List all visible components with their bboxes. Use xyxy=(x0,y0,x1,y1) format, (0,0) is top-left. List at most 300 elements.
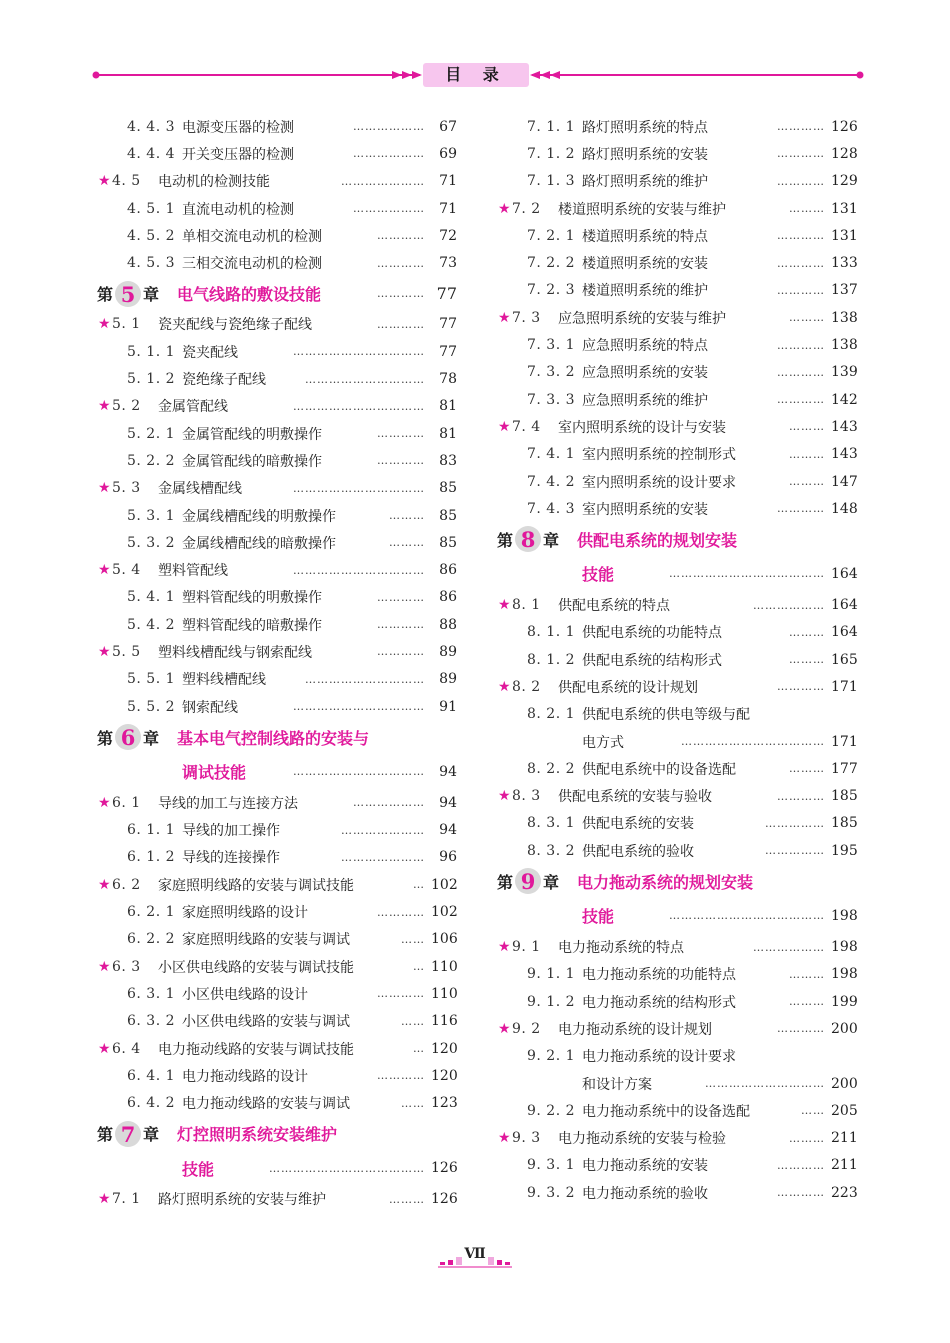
star-icon: ★ xyxy=(98,480,111,497)
toc-section xyxy=(97,1186,457,1213)
leader-dots: ………… xyxy=(777,789,825,803)
toc-subsection xyxy=(97,1090,457,1117)
page-ref: 211 xyxy=(831,1157,858,1174)
toc-subsection xyxy=(97,140,457,167)
chapter-title: 供配电系统的规划安装 xyxy=(577,530,738,550)
page-ref: 143 xyxy=(831,446,858,463)
entry-title: 路灯照明系统的安装 xyxy=(582,146,708,163)
leader-dots: ……… xyxy=(789,1131,825,1145)
toc-section xyxy=(97,953,457,980)
entry-number: 7. 3. 3 xyxy=(527,391,576,408)
toc-subsection xyxy=(97,898,457,925)
entry-number: 5. 5. 1 xyxy=(127,671,176,688)
entry-title: 供配电系统的供电等级与配 xyxy=(582,707,750,724)
entry-title: 路灯照明系统的特点 xyxy=(582,119,708,136)
chapter-title: 技能 xyxy=(582,907,615,927)
toc-subsection xyxy=(97,980,457,1007)
entry-title: 塑料管配线 xyxy=(158,563,228,580)
leader-dots: …………………………… xyxy=(293,563,425,577)
chapter-prefix: 第 xyxy=(97,285,114,305)
entry-number: 6. 1. 1 xyxy=(127,822,176,839)
entry-title: 钢索配线 xyxy=(182,699,238,716)
page-ref: 77 xyxy=(439,316,457,333)
toc-subsection xyxy=(497,113,857,140)
entry-number: 7. 4. 3 xyxy=(527,500,576,517)
page-ref: 142 xyxy=(831,391,858,408)
toc-subsection xyxy=(497,1152,857,1179)
entry-title: 电动机的检测技能 xyxy=(158,174,270,191)
toc-subsection xyxy=(497,701,857,728)
page-ref: 81 xyxy=(439,425,457,442)
leader-dots: ………… xyxy=(377,454,425,468)
toc-subsection xyxy=(497,495,857,522)
leader-dots: ……… xyxy=(789,762,825,776)
entry-title: 瓷夹配线与瓷绝缘子配线 xyxy=(158,317,312,334)
star-icon: ★ xyxy=(98,958,111,975)
chapter-title: 调试技能 xyxy=(182,763,247,783)
page-ref: 139 xyxy=(831,364,858,381)
leader-dots: ………………………… xyxy=(305,672,425,686)
page-ref: 96 xyxy=(439,849,457,866)
entry-number: 8. 2. 1 xyxy=(527,706,576,723)
page-ref: 171 xyxy=(831,678,858,695)
leader-dots: ……………… xyxy=(353,147,425,161)
page-ref: 164 xyxy=(831,597,858,614)
entry-number: 9. 2. 1 xyxy=(527,1048,576,1065)
entry-title: 电力拖动系统的安装与检验 xyxy=(558,1131,726,1148)
entry-number: 5. 2. 2 xyxy=(127,452,176,469)
leader-dots: ………… xyxy=(377,229,425,243)
leader-dots: … xyxy=(413,960,425,974)
entry-title: 应急照明系统的安装 xyxy=(582,365,708,382)
entry-number: 8. 3. 2 xyxy=(527,842,576,859)
chapter-title: 电气线路的敷设技能 xyxy=(177,285,322,305)
toc-subsection xyxy=(97,666,457,693)
toc-section xyxy=(97,168,457,195)
leader-dots: ………… xyxy=(777,680,825,694)
entry-title: 塑料线槽配线与钢索配线 xyxy=(158,644,312,661)
entry-title: 塑料线槽配线 xyxy=(182,672,266,689)
entry-title: 瓷绝缘子配线 xyxy=(182,372,266,389)
entry-number: 6. 2 xyxy=(112,876,141,893)
entry-title: 电力拖动线路的安装与调试 xyxy=(182,1096,350,1113)
chapter-heading-continued xyxy=(497,556,857,591)
entry-title: 瓷夹配线 xyxy=(182,344,238,361)
star-icon: ★ xyxy=(498,788,511,805)
leader-dots: ……… xyxy=(789,202,825,216)
leader-dots: ………… xyxy=(377,256,425,270)
entry-title: 室内照明系统的设计与安装 xyxy=(558,419,726,436)
leader-dots: …………………………… xyxy=(293,700,425,714)
entry-number: 7. 3 xyxy=(512,309,541,326)
chapter-heading xyxy=(97,277,457,311)
chapter-number-badge: 8 xyxy=(515,526,541,552)
entry-title: 应急照明系统的维护 xyxy=(582,392,708,409)
chapter-title: 技能 xyxy=(582,565,615,585)
star-icon: ★ xyxy=(98,1040,111,1057)
star-icon: ★ xyxy=(498,200,511,217)
toc-section xyxy=(497,195,857,222)
leader-dots: ………………………………… xyxy=(669,909,825,923)
entry-number: 5. 3. 2 xyxy=(127,534,176,551)
chapter-suffix: 章 xyxy=(143,285,160,305)
page-ref: 110 xyxy=(431,958,458,975)
leader-dots: ………… xyxy=(377,1069,425,1083)
toc-subsection xyxy=(97,693,457,720)
star-icon: ★ xyxy=(498,678,511,695)
leader-dots: ………………… xyxy=(341,174,425,188)
entry-number: 5. 2 xyxy=(112,398,141,415)
entry-title: 供配电系统中的设备选配 xyxy=(582,761,736,778)
page-ref: 86 xyxy=(439,562,457,579)
toc-section xyxy=(497,1015,857,1042)
toc-section xyxy=(497,1125,857,1152)
page-ref: 185 xyxy=(831,815,858,832)
chapter-suffix: 章 xyxy=(543,530,560,550)
entry-title: 家庭照明线路的安装与调试 xyxy=(182,932,350,949)
page-ref: 138 xyxy=(831,337,858,354)
star-icon: ★ xyxy=(98,316,111,333)
leader-dots: ………… xyxy=(777,147,825,161)
leader-dots: ……………… xyxy=(353,120,425,134)
toc-subsection xyxy=(497,810,857,837)
chapter-heading-continued xyxy=(97,1151,457,1186)
page-ref: 88 xyxy=(439,616,457,633)
entry-number: 5. 5. 2 xyxy=(127,698,176,715)
entry-number: 6. 1. 2 xyxy=(127,849,176,866)
entry-title: 路灯照明系统的维护 xyxy=(582,174,708,191)
entry-title: 金属线槽配线 xyxy=(158,481,242,498)
leader-dots: …………………………… xyxy=(293,765,425,779)
page-ref: 81 xyxy=(439,398,457,415)
leader-dots: ………… xyxy=(777,365,825,379)
entry-number: 8. 1 xyxy=(512,597,541,614)
page-ref: 85 xyxy=(439,534,457,551)
page-ref: 131 xyxy=(831,200,858,217)
page-ref: 148 xyxy=(831,500,858,517)
chapter-prefix: 第 xyxy=(497,530,514,550)
page-ref: 195 xyxy=(831,842,858,859)
page-ref: 147 xyxy=(831,473,858,490)
toc-section xyxy=(497,591,857,618)
entry-number: 9. 2 xyxy=(512,1020,541,1037)
entry-number: 8. 3 xyxy=(512,788,541,805)
entry-title: 电力拖动系统的功能特点 xyxy=(582,967,736,984)
leader-dots: …………… xyxy=(765,816,825,830)
toc-subsection xyxy=(497,619,857,646)
leader-dots: ………… xyxy=(377,317,425,331)
leader-dots: ……… xyxy=(789,420,825,434)
page-ref: 131 xyxy=(831,227,858,244)
entry-number: 4. 5. 3 xyxy=(127,255,176,272)
entry-title: 供配电系统的安装与验收 xyxy=(558,789,712,806)
page-ref: 71 xyxy=(439,200,457,217)
leader-dots: ………… xyxy=(777,338,825,352)
toc-entry-continued xyxy=(497,1070,857,1097)
toc-section xyxy=(497,673,857,700)
star-icon: ★ xyxy=(98,398,111,415)
leader-dots: ………… xyxy=(377,427,425,441)
chapter-title: 基本电气控制线路的安装与 xyxy=(177,728,370,748)
entry-number: 8. 2 xyxy=(512,678,541,695)
toc-subsection xyxy=(497,1179,857,1206)
entry-title: 室内照明系统的安装 xyxy=(582,501,708,518)
chapter-suffix: 章 xyxy=(543,872,560,892)
toc-subsection xyxy=(97,420,457,447)
leader-dots: ………………………………… xyxy=(669,567,825,581)
page-ref: 211 xyxy=(831,1130,858,1147)
entry-title: 直流电动机的检测 xyxy=(182,201,294,218)
page-ref: 102 xyxy=(431,876,458,893)
entry-title: 供配电系统的验收 xyxy=(582,843,694,860)
entry-number: 9. 1 xyxy=(512,939,541,956)
leader-dots: ……………………………… xyxy=(681,735,825,749)
page-ref: 116 xyxy=(431,1013,458,1030)
entry-number: 6. 3. 1 xyxy=(127,985,176,1002)
star-icon: ★ xyxy=(98,876,111,893)
entry-number: 9. 1. 2 xyxy=(527,993,576,1010)
leader-dots: ………………… xyxy=(341,823,425,837)
toc-subsection xyxy=(497,331,857,358)
entry-title: 单相交流电动机的检测 xyxy=(182,228,322,245)
entry-number: 5. 3 xyxy=(112,480,141,497)
entry-title: 路灯照明系统的安装与维护 xyxy=(158,1192,326,1209)
toc-subsection xyxy=(97,249,457,276)
chapter-title: 电力拖动系统的规划安装 xyxy=(577,872,754,892)
toc-subsection xyxy=(97,195,457,222)
entry-title: 电源变压器的检测 xyxy=(182,119,294,136)
entry-number: 5. 4. 1 xyxy=(127,589,176,606)
entry-title: 供配电系统的特点 xyxy=(558,598,670,615)
entry-number: 9. 3. 1 xyxy=(527,1157,576,1174)
leader-dots: ……… xyxy=(789,653,825,667)
entry-number: 8. 1. 1 xyxy=(527,624,576,641)
toc-section xyxy=(497,933,857,960)
toc-subsection xyxy=(97,844,457,871)
entry-number: 6. 1 xyxy=(112,794,141,811)
toc-subsection xyxy=(97,1062,457,1089)
entry-title: 供配电系统的结构形式 xyxy=(582,652,722,669)
page-ref: 165 xyxy=(831,651,858,668)
page-ref: 137 xyxy=(831,282,858,299)
toc-subsection xyxy=(97,113,457,140)
leader-dots: …………………………… xyxy=(293,399,425,413)
page-ref: 133 xyxy=(831,255,858,272)
entry-number: 5. 2. 1 xyxy=(127,425,176,442)
entry-number: 7. 2. 1 xyxy=(527,227,576,244)
toc-subsection xyxy=(497,249,857,276)
entry-number: 8. 3. 1 xyxy=(527,815,576,832)
star-icon: ★ xyxy=(498,1020,511,1037)
leader-dots: … xyxy=(413,878,425,892)
page-ref: 110 xyxy=(431,985,458,1002)
leader-dots: …………………………… xyxy=(293,481,425,495)
toc-subsection xyxy=(97,1008,457,1035)
entry-title: 楼道照明系统的安装与维护 xyxy=(558,201,726,218)
chapter-title: 技能 xyxy=(182,1159,215,1179)
entry-number: 4. 5. 2 xyxy=(127,227,176,244)
toc-subsection xyxy=(97,817,457,844)
entry-number: 5. 1. 2 xyxy=(127,371,176,388)
leader-dots: ………… xyxy=(777,1186,825,1200)
leader-dots: ……… xyxy=(789,995,825,1009)
page-ref: 198 xyxy=(831,907,858,924)
page-ref: 143 xyxy=(831,418,858,435)
leader-dots: …… xyxy=(401,1014,425,1028)
entry-title: 电力拖动系统的安装 xyxy=(582,1158,708,1175)
chapter-heading xyxy=(497,522,857,556)
entry-title: 导线的连接操作 xyxy=(182,850,280,867)
entry-title: 电方式 xyxy=(582,734,624,751)
toc-subsection xyxy=(497,988,857,1015)
chapter-number-badge: 9 xyxy=(515,868,541,894)
entry-number: 5. 5 xyxy=(112,643,141,660)
toc-subsection xyxy=(97,529,457,556)
leader-dots: ………… xyxy=(377,645,425,659)
toc-subsection xyxy=(497,359,857,386)
chapter-prefix: 第 xyxy=(497,872,514,892)
entry-number: 7. 4. 1 xyxy=(527,446,576,463)
entry-number: 7. 3. 2 xyxy=(527,364,576,381)
page-ref: 94 xyxy=(439,822,457,839)
leader-dots: ………………… xyxy=(341,850,425,864)
star-icon: ★ xyxy=(498,1130,511,1147)
page-ref: 86 xyxy=(439,589,457,606)
toc-section xyxy=(497,783,857,810)
page-ref: 164 xyxy=(831,624,858,641)
entry-title: 小区供电线路的安装与调试技能 xyxy=(158,959,354,976)
leader-dots: ………… xyxy=(777,502,825,516)
entry-title: 室内照明系统的设计要求 xyxy=(582,474,736,491)
page-ref: 106 xyxy=(431,931,458,948)
leader-dots: ……………… xyxy=(753,598,825,612)
toc-section xyxy=(97,871,457,898)
chapter-number-badge: 6 xyxy=(115,724,141,750)
entry-title: 电力拖动线路的设计 xyxy=(182,1068,308,1085)
page-ref: 128 xyxy=(831,145,858,162)
page-ref: 199 xyxy=(831,993,858,1010)
entry-number: 9. 3 xyxy=(512,1130,541,1147)
entry-number: 5. 4 xyxy=(112,562,141,579)
toc-subsection xyxy=(497,468,857,495)
page-ref: 89 xyxy=(439,671,457,688)
leader-dots: ……… xyxy=(789,447,825,461)
entry-title: 楼道照明系统的安装 xyxy=(582,256,708,273)
entry-number: 5. 3. 1 xyxy=(127,507,176,524)
page-ref: 89 xyxy=(439,643,457,660)
page-ref: 200 xyxy=(831,1075,858,1092)
entry-number: 7. 2 xyxy=(512,200,541,217)
toc-section xyxy=(97,311,457,338)
entry-number: 4. 5 xyxy=(112,173,141,190)
leader-dots: …………………………… xyxy=(293,345,425,359)
toc-subsection xyxy=(497,168,857,195)
toc-subsection xyxy=(497,961,857,988)
entry-title: 和设计方案 xyxy=(582,1076,652,1093)
page-ref: 91 xyxy=(439,698,457,715)
entry-number: 7. 1. 1 xyxy=(527,118,576,135)
page-ref: 185 xyxy=(831,788,858,805)
entry-title: 应急照明系统的特点 xyxy=(582,338,708,355)
entry-title: 供配电系统的安装 xyxy=(582,816,694,833)
toc-section xyxy=(97,393,457,420)
leader-dots: ………… xyxy=(777,393,825,407)
entry-number: 7. 2. 3 xyxy=(527,282,576,299)
star-icon: ★ xyxy=(498,597,511,614)
leader-dots: ………………………… xyxy=(305,372,425,386)
entry-title: 家庭照明线路的安装与调试技能 xyxy=(158,877,354,894)
entry-number: 7. 1. 2 xyxy=(527,145,576,162)
page-ref: 73 xyxy=(439,255,457,272)
leader-dots: ………… xyxy=(777,256,825,270)
entry-title: 电力拖动线路的安装与调试技能 xyxy=(158,1041,354,1058)
toc-section xyxy=(97,475,457,502)
toc-section xyxy=(497,413,857,440)
toc-subsection xyxy=(497,755,857,782)
entry-title: 供配电系统的设计规划 xyxy=(558,679,698,696)
page-ref: 94 xyxy=(439,794,457,811)
entry-title: 电力拖动系统的验收 xyxy=(582,1185,708,1202)
entry-title: 开关变压器的检测 xyxy=(182,146,294,163)
leader-dots: ………… xyxy=(777,1022,825,1036)
entry-title: 电力拖动系统的设计要求 xyxy=(582,1049,736,1066)
toc-subsection xyxy=(97,502,457,529)
entry-title: 塑料管配线的暗敷操作 xyxy=(182,617,322,634)
page-ref: 85 xyxy=(439,507,457,524)
toc-subsection xyxy=(497,222,857,249)
page-ref: 77 xyxy=(439,343,457,360)
page-ref: 67 xyxy=(439,118,457,135)
page-ref: 120 xyxy=(431,1040,458,1057)
leader-dots: ………… xyxy=(777,120,825,134)
leader-dots: ……… xyxy=(789,475,825,488)
entry-title: 室内照明系统的控制形式 xyxy=(582,447,736,464)
chapter-prefix: 第 xyxy=(97,728,114,748)
toc-section xyxy=(97,789,457,816)
toc-subsection xyxy=(497,646,857,673)
entry-number: 6. 3 xyxy=(112,958,141,975)
toc-section xyxy=(97,556,457,583)
star-icon: ★ xyxy=(498,418,511,435)
leader-dots: ………… xyxy=(777,174,825,188)
page-ref: 69 xyxy=(439,145,457,162)
leader-dots: …… xyxy=(801,1104,825,1118)
entry-number: 9. 2. 2 xyxy=(527,1102,576,1119)
toc-subsection xyxy=(97,338,457,365)
entry-number: 9. 1. 1 xyxy=(527,966,576,983)
leader-dots: … xyxy=(413,1042,425,1056)
toc-subsection xyxy=(497,277,857,304)
entry-title: 导线的加工操作 xyxy=(182,823,280,840)
page-ref: 223 xyxy=(831,1184,858,1201)
toc-section xyxy=(97,638,457,665)
toc-section xyxy=(497,304,857,331)
page-number: Ⅶ xyxy=(464,1246,486,1262)
toc-entry-continued xyxy=(497,728,857,755)
entry-title: 三相交流电动机的检测 xyxy=(182,256,322,273)
entry-number: 7. 3. 1 xyxy=(527,337,576,354)
page-footer xyxy=(438,1246,512,1270)
entry-number: 6. 2. 1 xyxy=(127,904,176,921)
page-ref: 177 xyxy=(831,760,858,777)
entry-title: 电力拖动系统的特点 xyxy=(558,940,684,957)
page-ref: 164 xyxy=(831,565,858,582)
star-icon: ★ xyxy=(98,562,111,579)
leader-dots: …………… xyxy=(765,844,825,858)
entry-title: 楼道照明系统的特点 xyxy=(582,228,708,245)
toc-subsection xyxy=(497,837,857,864)
page-ref: 126 xyxy=(431,1160,458,1177)
